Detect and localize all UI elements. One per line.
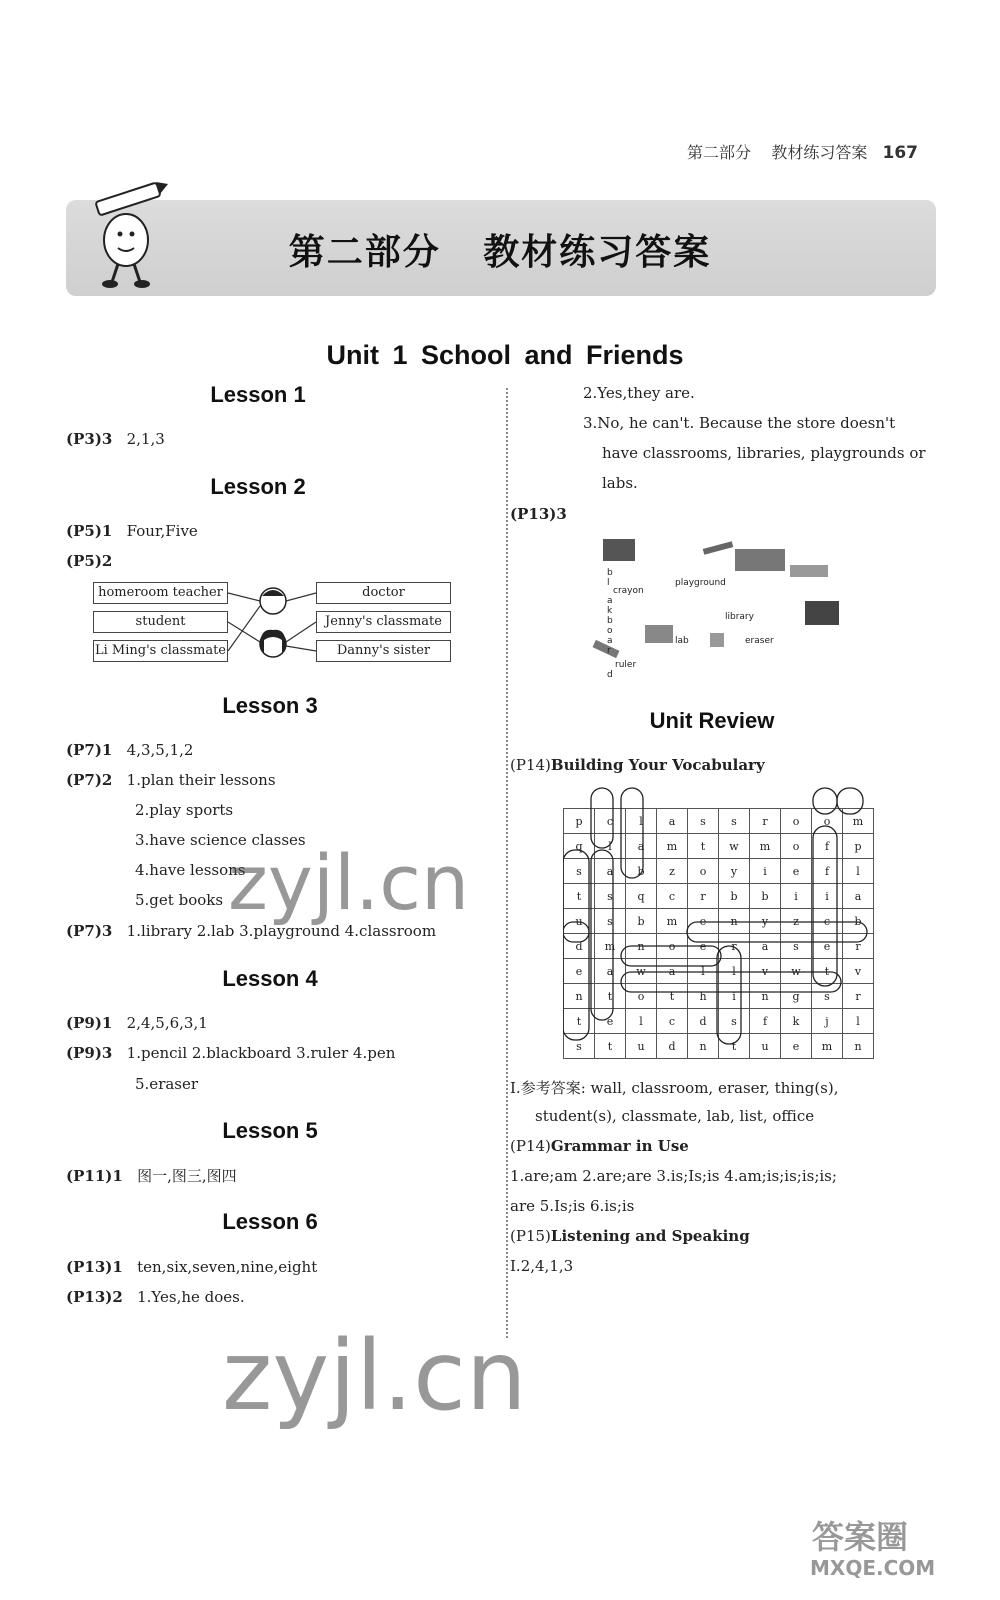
answer-text: 2.Yes,they are. [583, 384, 695, 402]
exercise-title: Building Your Vocabulary [550, 756, 765, 774]
grid-cell: r [843, 984, 874, 1009]
grid-cell: n [843, 1034, 874, 1059]
lesson-5-heading: Lesson 5 [222, 1118, 318, 1143]
classroom-icon [735, 549, 785, 571]
grid-cell: c [812, 909, 843, 934]
ruler-icon [593, 640, 620, 658]
unit-review-heading: Unit Review [649, 708, 775, 733]
grid-cell: w [719, 834, 750, 859]
grid-cell: e [781, 859, 812, 884]
word-search-circles [563, 786, 875, 1058]
unit-title: Unit 1 School and Friends [326, 340, 684, 370]
grid-cell: m [657, 834, 688, 859]
grid-cell: y [750, 909, 781, 934]
grid-cell: m [812, 1034, 843, 1059]
exercise-ref: (P15) [510, 1227, 551, 1245]
svg-text:eraser: eraser [745, 636, 774, 646]
answer-text: 2,4,5,6,3,1 [126, 1014, 208, 1032]
grid-cell: s [719, 1009, 750, 1034]
grid-cell: s [688, 809, 719, 834]
answer-line [510, 756, 765, 774]
answer-text: 5.get books [135, 891, 224, 909]
grid-cell: e [688, 909, 719, 934]
exercise-ref: (P3)3 [66, 430, 113, 448]
blackboard-icon [603, 539, 635, 561]
grid-cell: e [688, 934, 719, 959]
svg-text:b: b [607, 616, 613, 626]
exercise-ref: (P5)2 [66, 552, 113, 570]
grid-cell: r [843, 934, 874, 959]
grid-cell: o [688, 859, 719, 884]
answer-text: I.2,4,1,3 [510, 1257, 574, 1275]
grid-cell: o [781, 834, 812, 859]
grid-cell: s [595, 909, 626, 934]
grid-cell: b [626, 859, 657, 884]
exercise-ref: (P9)3 [66, 1044, 113, 1062]
answer-text: Four,Five [126, 522, 198, 540]
watermark-text: zyjl.cn [222, 1320, 527, 1432]
grid-cell: i [719, 984, 750, 1009]
grid-cell: l [626, 809, 657, 834]
match-box: Jenny's classmate [316, 611, 451, 633]
running-header [687, 140, 918, 163]
answer-line [66, 1288, 245, 1306]
grid-cell: n [626, 934, 657, 959]
grid-cell: d [657, 1034, 688, 1059]
grid-cell: t [564, 1009, 595, 1034]
answer-text: 1.plan their lessons [126, 771, 276, 789]
grid-cell: t [719, 1034, 750, 1059]
matching-lines [226, 576, 318, 672]
grid-cell: i [812, 884, 843, 909]
answer-line [66, 741, 193, 759]
exercise-ref: (P13)3 [510, 505, 567, 523]
grid-cell: l [843, 1009, 874, 1034]
grid-cell: v [843, 959, 874, 984]
exercise-ref: (P7)3 [66, 922, 113, 940]
grid-cell: i [750, 859, 781, 884]
grid-cell: l [626, 1009, 657, 1034]
grid-cell: w [781, 959, 812, 984]
corner-watermark-url: MXQE.COM [810, 1556, 936, 1580]
grid-cell: a [657, 809, 688, 834]
banner-title: 第二部分 教材练习答案 [288, 232, 712, 273]
answer-line [66, 1014, 208, 1032]
playground-icon [790, 565, 828, 577]
answer-text: are 5.Is;is 6.is;is [510, 1197, 635, 1215]
grid-cell: u [750, 1034, 781, 1059]
grid-cell: q [626, 884, 657, 909]
answer-line [66, 771, 276, 789]
grid-cell: s [781, 934, 812, 959]
lesson-3-heading: Lesson 3 [222, 693, 318, 718]
grid-cell: h [688, 984, 719, 1009]
answer-text: 3.No, he can't. Because the store doesn't [583, 414, 896, 432]
answer-line [510, 1137, 689, 1155]
answer-text: 2,1,3 [126, 430, 165, 448]
grid-cell: f [750, 1009, 781, 1034]
svg-text:lab: lab [675, 636, 689, 646]
answer-text: 1.are;am 2.are;are 3.is;Is;is 4.am;is;is;is;is; [510, 1167, 837, 1185]
corner-watermark: 答案圈 [812, 1518, 909, 1556]
match-box: homeroom teacher [93, 582, 228, 604]
grid-cell: d [688, 1009, 719, 1034]
grid-cell: a [843, 884, 874, 909]
svg-text:playground: playground [675, 578, 726, 588]
grid-cell: p [564, 809, 595, 834]
answer-text: 1.library 2.lab 3.playground 4.classroom [126, 922, 437, 940]
svg-text:l: l [607, 578, 610, 588]
grid-cell: u [564, 909, 595, 934]
answer-text: 5.eraser [135, 1075, 199, 1093]
grid-cell: l [688, 959, 719, 984]
answer-line [510, 1227, 750, 1245]
grid-cell: e [781, 1034, 812, 1059]
exercise-ref: (P14) [510, 1137, 551, 1155]
grid-cell: l [595, 834, 626, 859]
grid-cell: s [595, 884, 626, 909]
svg-text:b: b [607, 568, 613, 578]
answer-line [510, 505, 567, 523]
grid-cell: b [626, 909, 657, 934]
grid-cell: m [657, 909, 688, 934]
exercise-ref: (P13)2 [66, 1288, 123, 1306]
grid-cell: l [719, 959, 750, 984]
grid-cell: z [657, 859, 688, 884]
grid-cell: v [750, 959, 781, 984]
grid-cell: n [719, 909, 750, 934]
grid-cell: t [595, 1034, 626, 1059]
exercise-ref: (P5)1 [66, 522, 113, 540]
answer-text: 2.play sports [135, 801, 234, 819]
svg-text:ruler: ruler [615, 660, 637, 670]
grid-cell: a [750, 934, 781, 959]
grid-cell: b [750, 884, 781, 909]
grid-cell: e [812, 934, 843, 959]
exercise-ref: (P14) [510, 756, 551, 774]
answer-text: 图一,图三,图四 [137, 1167, 237, 1185]
crossword-illustration [585, 535, 845, 685]
grid-cell: r [719, 934, 750, 959]
grid-cell: s [719, 809, 750, 834]
match-box: student [93, 611, 228, 633]
svg-text:library: library [725, 612, 754, 622]
grid-cell: f [812, 859, 843, 884]
grid-cell: t [595, 984, 626, 1009]
answer-text: 1.Yes,he does. [137, 1288, 245, 1306]
grid-cell: a [595, 859, 626, 884]
grid-cell: g [781, 984, 812, 1009]
exercise-ref: (P7)2 [66, 771, 113, 789]
grid-cell: p [843, 834, 874, 859]
answer-text: student(s), classmate, lab, list, office [535, 1107, 815, 1125]
grid-cell: c [657, 1009, 688, 1034]
grid-cell: o [657, 934, 688, 959]
grid-cell: o [781, 809, 812, 834]
grid-cell: c [657, 884, 688, 909]
lesson-2-heading: Lesson 2 [210, 474, 306, 499]
grid-cell: r [750, 809, 781, 834]
grid-cell: j [812, 1009, 843, 1034]
exercise-title: Listening and Speaking [550, 1227, 750, 1245]
grid-cell: t [564, 884, 595, 909]
crossword-letters [607, 568, 774, 680]
lesson-6-heading: Lesson 6 [222, 1209, 318, 1234]
grid-cell: m [843, 809, 874, 834]
answer-line [66, 552, 112, 570]
eraser-icon [710, 633, 724, 647]
pencil-icon [703, 541, 734, 555]
exercise-ref: (P13)1 [66, 1258, 123, 1276]
answer-line [66, 1258, 317, 1276]
answer-line [66, 430, 165, 448]
grid-cell: m [595, 934, 626, 959]
match-box: doctor [316, 582, 451, 604]
grid-cell: b [719, 884, 750, 909]
grid-cell: o [812, 809, 843, 834]
match-box: Danny's sister [316, 640, 451, 662]
grid-cell: m [750, 834, 781, 859]
grid-cell: e [595, 1009, 626, 1034]
grid-cell: t [688, 834, 719, 859]
answer-text: 3.have science classes [135, 831, 306, 849]
watermark-text: zyjl.cn [228, 838, 470, 927]
answer-text: I.参考答案: wall, classroom, eraser, thing(s), [510, 1079, 839, 1097]
grid-cell: n [750, 984, 781, 1009]
grid-cell: k [781, 1009, 812, 1034]
grid-cell: a [657, 959, 688, 984]
grid-cell: a [595, 959, 626, 984]
grid-cell: y [719, 859, 750, 884]
grid-cell: o [626, 984, 657, 1009]
library-icon [805, 601, 839, 625]
header-title: 教材练习答案 [771, 143, 868, 162]
grid-cell: c [595, 809, 626, 834]
column-divider [506, 388, 508, 1338]
svg-text:a: a [607, 636, 613, 646]
svg-text:o: o [607, 626, 613, 636]
exercise-ref: (P7)1 [66, 741, 113, 759]
grid-cell: r [688, 884, 719, 909]
answer-text: labs. [602, 474, 638, 492]
answer-line [66, 1165, 237, 1186]
grid-cell: n [564, 984, 595, 1009]
svg-text:crayon: crayon [613, 586, 644, 596]
grid-cell: n [688, 1034, 719, 1059]
grid-cell: b [843, 909, 874, 934]
lesson-4-heading: Lesson 4 [222, 966, 318, 991]
grid-cell: d [564, 934, 595, 959]
answer-text: have classrooms, libraries, playgrounds or [602, 444, 926, 462]
grid-cell: z [781, 909, 812, 934]
grid-cell: q [564, 834, 595, 859]
grid-cell: a [626, 834, 657, 859]
exercise-title: Grammar in Use [550, 1137, 689, 1155]
svg-text:d: d [607, 670, 613, 680]
grid-cell: w [626, 959, 657, 984]
answer-text: ten,six,seven,nine,eight [137, 1258, 318, 1276]
lesson-1-heading: Lesson 1 [210, 382, 306, 407]
answer-text: 4.have lessons [135, 861, 246, 879]
grid-cell: s [812, 984, 843, 1009]
header-section: 第二部分 [687, 143, 752, 162]
svg-text:k: k [607, 606, 613, 616]
grid-cell: l [843, 859, 874, 884]
grid-cell: e [564, 959, 595, 984]
grid-cell: i [781, 884, 812, 909]
svg-text:r: r [607, 646, 611, 656]
answer-text: 1.pencil 2.blackboard 3.ruler 4.pen [126, 1044, 396, 1062]
answer-text: 4,3,5,1,2 [126, 741, 194, 759]
grid-cell: t [657, 984, 688, 1009]
answer-line [66, 522, 198, 540]
page-number: 167 [882, 143, 918, 163]
grid-cell: t [812, 959, 843, 984]
match-box: Li Ming's classmate [93, 640, 228, 662]
grid-cell: s [564, 859, 595, 884]
lab-icon [645, 625, 673, 643]
exercise-ref: (P9)1 [66, 1014, 113, 1032]
svg-text:a: a [607, 596, 613, 606]
grid-cell: s [564, 1034, 595, 1059]
grid-cell: u [626, 1034, 657, 1059]
exercise-ref: (P11)1 [66, 1167, 123, 1185]
grid-cell: f [812, 834, 843, 859]
answer-line [66, 1044, 395, 1062]
